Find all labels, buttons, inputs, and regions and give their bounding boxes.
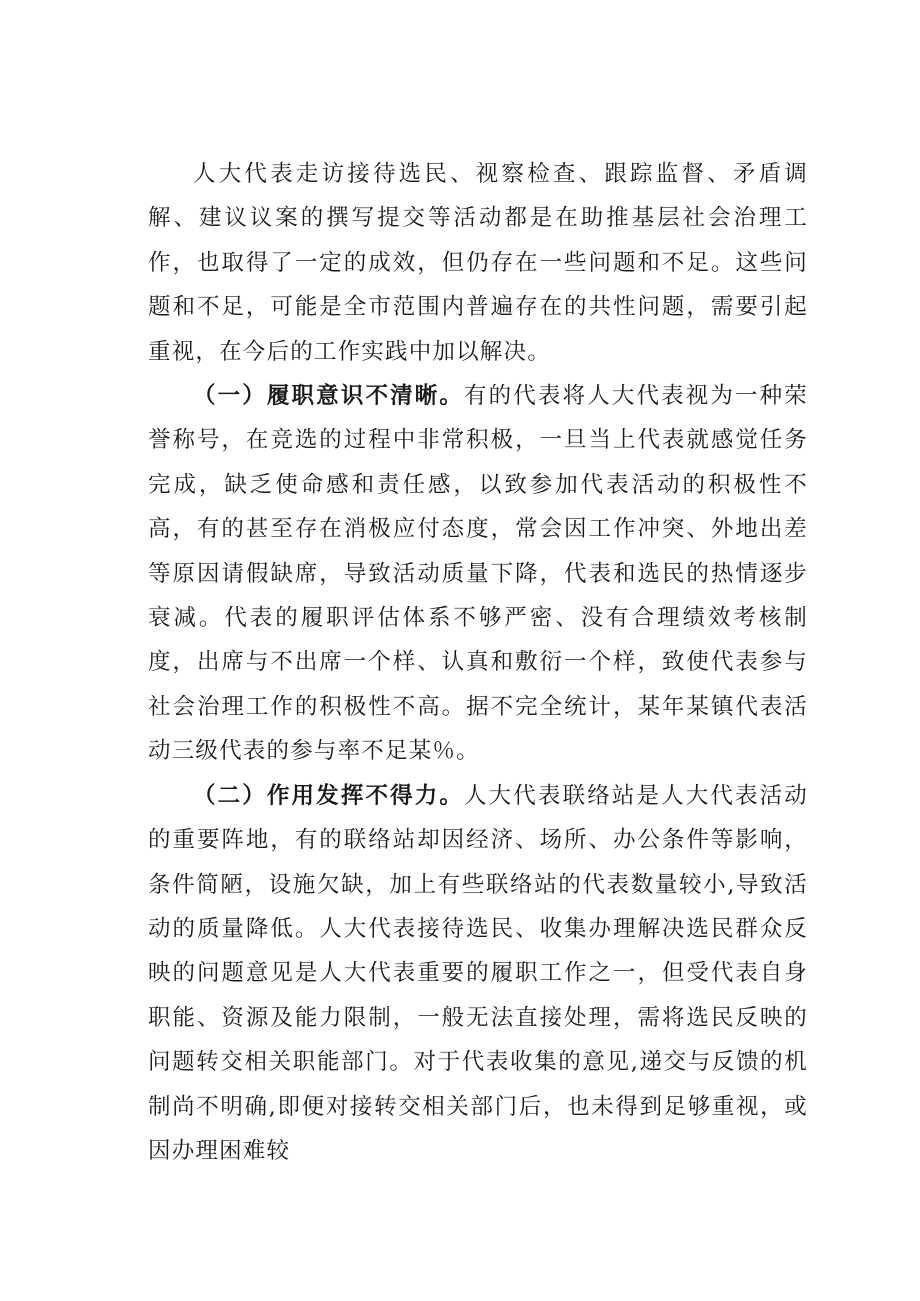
document-body [148, 152, 808, 1173]
paragraph-section-1 [148, 374, 808, 774]
paragraph-intro [148, 152, 808, 374]
section-heading-2: （二）作用发挥不得力。 [193, 782, 465, 809]
paragraph-text: 人大代表走访接待选民、视察检查、跟踪监督、矛盾调解、建议议案的撰写提交等活动都是在助推基层社会治理工作，也取得了一定的成效，但仍存在一些问题和不足。这些问题和不足，可能是全市范围内普遍存在的共性问题，需要引起重视，在今后的工作实践中加以解决。 [148, 161, 808, 365]
section-heading-1: （一）履职意识不清晰。 [193, 383, 465, 410]
paragraph-section-2 [148, 774, 808, 1174]
paragraph-text: 有的代表将人大代表视为一种荣誉称号，在竞选的过程中非常积极，一旦当上代表就感觉任务完成，缺乏使命感和责任感，以致参加代表活动的积极性不高，有的甚至存在消极应付态度，常会因工作冲突、外地出差等原因请假缺席，导致活动质量下降，代表和选民的热情逐步衰减。代表的履职评估体系不够严密、没有合理绩效考核制度，出席与不出席一个样、认真和敷衍一个样，致使代表参与社会治理工作的积极性不高。据不完全统计，某年某镇代表活动三级代表的参与率不足某％。 [148, 383, 808, 765]
paragraph-text: 人大代表联络站是人大代表活动的重要阵地，有的联络站却因经济、场所、办公条件等影响，条件简陋，设施欠缺，加上有些联络站的代表数量较小,导致活动的质量降低。人大代表接待选民、收集办理解决选民群众反映的问题意见是人大代表重要的履职工作之一，但受代表自身职能、资源及能力限制，一般无法直接处理，需将选民反映的问题转交相关职能部门。对于代表收集的意见,递交与反馈的机制尚不明确,即便对接转交相关部门后，也未得到足够重视，或因办理困难较 [148, 782, 808, 1164]
